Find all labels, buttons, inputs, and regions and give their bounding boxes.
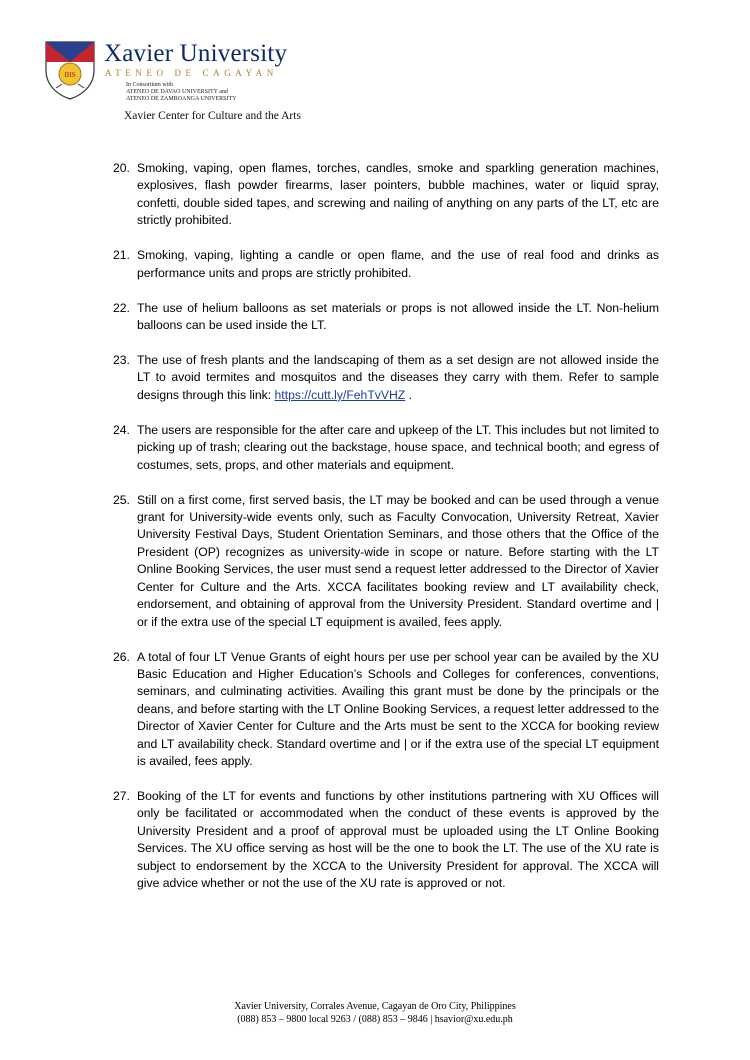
item-text-container [137, 352, 659, 404]
university-seal-icon [44, 40, 96, 100]
rules-list [113, 160, 659, 910]
page-footer [0, 1000, 750, 1026]
item-text: Smoking, vaping, open flames, torches, candles, smoke and sparkling generation machines, explosives, flash powder firearms, laser pointers, bubble machines, water or liquid spray, confetti, double sided tapes, and screwing and nailing of anything on any parts of the LT, etc are strictly prohibited. [137, 161, 659, 228]
footer-address: Xavier University, Corrales Avenue, Cagayan de Oro City, Philippines [234, 1001, 516, 1012]
svg-text:IHS: IHS [64, 71, 76, 79]
item-text-suffix: . [405, 387, 413, 402]
item-text: The use of fresh plants and the landscaping of them as a set design are not allowed inside the LT to avoid termites and mosquitos and the diseases they carry with them. Refer to sample designs through this link: [137, 353, 659, 402]
item-text: Still on a first come, first served basis, the LT may be booked and can be used through a venue grant for University-wide events only, such as Faculty Convocation, University Retreat, Xavier University Festival Days, Student Orientation Seminars, and those others that the Office of the President (OP) recognizes as university-wide in scope or nature. Before starting with the LT Online Booking Services, the user must send a request letter addressed to the Director of Xavier Center for Culture and the Arts. XCCA facilitates booking review and LT availability check, endorsement, and obtaining of approval from the University President. Standard overtime and | or if the extra use of the special LT equipment is availed, fees apply. [137, 492, 659, 629]
item-text: A total of four LT Venue Grants of eight hours per use per school year can be availed by the XU Basic Education and Higher Education’s Schools and Colleges for conferences, conventions, seminars, and culminating activities. Availing this grant must be done by the principals or the deans, and before starting with the LT Online Booking Services, a request letter addressed to the Director of Xavier Center for Culture and the Arts must be sent to the XCCA for booking review and LT availability check. Standard overtime and | or if the extra use of the special LT equipment is availed, fees apply. [137, 649, 659, 768]
sample-designs-link[interactable]: https://cutt.ly/FehTvVHZ [274, 387, 406, 402]
university-subtitle: ATENEO DE CAGAYAN [105, 68, 278, 78]
list-item [113, 247, 659, 282]
item-number: 23. [113, 353, 130, 368]
letterhead [44, 36, 444, 126]
item-text: The users are responsible for the after care and upkeep of the LT. This includes but not limited to picking up of trash; clearing out the backstage, house space, and technical booth; and egress of costumes, sets, props, and other materials and equipment. [137, 422, 659, 472]
footer-contact: (088) 853 – 9800 local 9263 / (088) 853 – 9846 | hsavior@xu.edu.ph [237, 1014, 513, 1025]
list-item [113, 492, 659, 631]
consortium-text [126, 82, 237, 104]
item-number: 26. [113, 649, 130, 664]
item-text: Smoking, vaping, lighting a candle or open flame, and the use of real food and drinks as performance units and props are strictly prohibited. [137, 248, 659, 280]
department-name: Xavier Center for Culture and the Arts [124, 110, 301, 122]
list-item [113, 422, 659, 474]
item-number: 27. [113, 788, 130, 803]
consortium-line: ATENEO DE ZAMBOANGA UNIVERSITY [126, 96, 237, 103]
list-item [113, 352, 659, 404]
list-item [113, 788, 659, 892]
consortium-line: ATENEO DE DAVAO UNIVERSITY and [126, 89, 228, 96]
item-number: 25. [113, 492, 130, 507]
university-name: Xavier University [104, 40, 288, 67]
item-number: 24. [113, 422, 130, 437]
item-number: 20. [113, 161, 130, 175]
list-item [113, 300, 659, 335]
item-number: 21. [113, 248, 130, 263]
item-text: Booking of the LT for events and functions by other institutions partnering with XU Offices will only be facilitated or accommodated when the conduct of these events is approved by the University President and a proof of approval must be uploaded using the LT Online Booking Services. The XU office serving as host will be the one to book the LT. The use of the XU rate is subject to endorsement by the XCCA to the University President for approval. The XCCA will give advice whether or not the use of the XU rate is approved or not. [137, 788, 659, 890]
consortium-line: In Consortium with [126, 82, 174, 88]
list-item [113, 649, 659, 771]
item-text: The use of helium balloons as set materials or props is not allowed inside the LT. Non-helium balloons can be used inside the LT. [137, 300, 659, 333]
list-item [113, 160, 659, 230]
item-number: 22. [113, 300, 130, 315]
